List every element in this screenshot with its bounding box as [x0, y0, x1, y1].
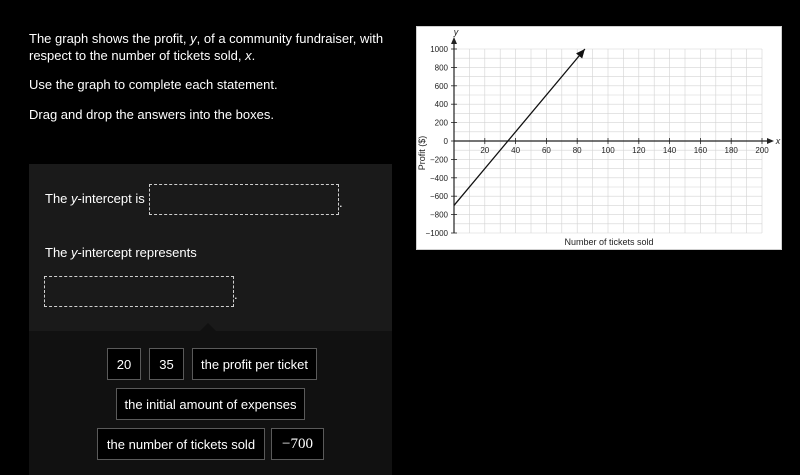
y-tick-label: 1000 — [430, 45, 448, 54]
answer-chip-tickets-sold[interactable]: the number of tickets sold — [97, 428, 265, 460]
x-tick-label: 60 — [541, 146, 551, 155]
statement-1: The y-intercept is — [45, 191, 145, 206]
statement-2-period: . — [234, 287, 238, 302]
y-axis-label: Profit ($) — [417, 135, 427, 171]
y-tick-label: 0 — [443, 137, 448, 146]
x-tick-label: 20 — [480, 146, 490, 155]
x-tick-label: 180 — [724, 146, 738, 155]
x-axis-arrow — [767, 138, 774, 144]
y-tick-label: −1000 — [425, 229, 448, 238]
x-tick-label: 40 — [511, 146, 521, 155]
x-tick-label: 120 — [632, 146, 646, 155]
drop-box-intercept-meaning[interactable] — [44, 276, 234, 307]
y-tick-label: 200 — [434, 118, 448, 128]
answer-chip-initial-expenses[interactable]: the initial amount of expenses — [116, 388, 305, 420]
answer-chip-20[interactable]: 20 — [107, 348, 141, 380]
answer-chip-35[interactable]: 35 — [149, 348, 184, 380]
answer-chip-profit-per-ticket[interactable]: the profit per ticket — [192, 348, 317, 380]
prompt-line-2: Use the graph to complete each statement. — [29, 77, 278, 92]
profit-line — [454, 49, 585, 205]
graph-card — [416, 26, 782, 250]
y-axis-arrow — [451, 37, 457, 44]
x-tick-label: 200 — [755, 146, 769, 155]
drop-box-intercept-value[interactable] — [149, 184, 339, 215]
x-axis-letter: x — [775, 136, 781, 146]
statement-1-period: . — [339, 195, 343, 210]
prompt-line-1: The graph shows the profit, y, of a community fundraiser, with respect to the number of tickets sold, x. — [29, 31, 384, 63]
statements-panel — [29, 164, 392, 331]
statement-2: The y-intercept represents — [45, 245, 197, 260]
x-tick-label: 100 — [601, 146, 615, 155]
x-axis-label: Number of tickets sold — [564, 237, 654, 247]
y-tick-label: 600 — [434, 81, 448, 91]
prompt-line-3: Drag and drop the answers into the boxes. — [29, 107, 274, 122]
answer-chip-negative-700[interactable]: −700 — [271, 428, 324, 460]
y-tick-label: −600 — [429, 192, 448, 202]
x-tick-label: 160 — [693, 146, 708, 155]
y-tick-label: −400 — [429, 173, 448, 183]
y-tick-label: −800 — [429, 210, 448, 220]
x-tick-label: 140 — [662, 146, 677, 155]
y-tick-label: 800 — [434, 63, 448, 73]
x-tick-label: 80 — [572, 146, 582, 155]
y-tick-label: −200 — [429, 155, 448, 165]
y-tick-label: 400 — [434, 100, 448, 110]
y-axis-letter: y — [453, 27, 459, 37]
question-prompt — [29, 30, 399, 136]
profit-graph — [417, 27, 781, 249]
